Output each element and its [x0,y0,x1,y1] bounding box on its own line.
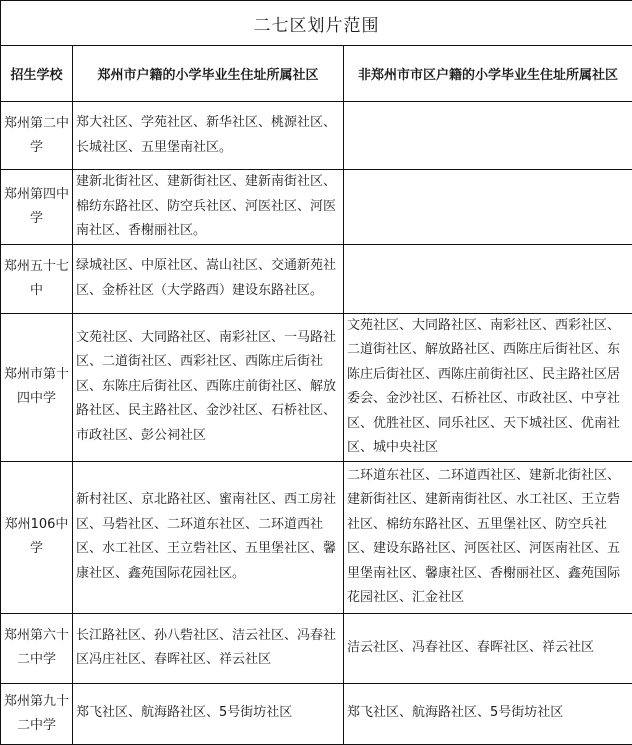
local-hukou-communities: 郑飞社区、航海路社区、5号街坊社区 [73,683,344,744]
local-hukou-communities: 长江路社区、孙八砦社区、洁云社区、冯春社区冯庄社区、春晖社区、祥云社区 [73,613,344,683]
school-name: 郑州第四中学 [1,170,73,245]
nonlocal-hukou-communities: 洁云社区、冯春社区、春晖社区、祥云社区 [344,613,632,683]
title-row [1,1,632,46]
school-name: 郑州第二中学 [1,102,73,170]
table-row [1,461,632,613]
local-hukou-communities: 建新北街社区、建新街社区、建新南街社区、棉纺东路社区、防空兵社区、河医社区、河医南社区、香榭丽社区。 [73,170,344,245]
header-local-hukou: 郑州市户籍的小学毕业生住址所属社区 [73,46,344,102]
table-title: 二七区划片范围 [1,1,632,46]
table-row [1,613,632,683]
table-row [1,683,632,744]
school-name: 郑州市第十四中学 [1,313,73,461]
nonlocal-hukou-communities: 二环道东社区、二环道西社区、建新北街社区、建新街社区、建新南街社区、水工社区、王立砦社区、棉纺东路社区、五里堡社区、防空兵社区、建设东路社区、河医社区、河医南社区、五里堡南社区、馨康社区、香榭丽社区、鑫苑国际花园社区、汇金社区 [344,461,632,613]
table-row [1,313,632,461]
local-hukou-communities: 绿城社区、中原社区、嵩山社区、交通新苑社区、金桥社区（大学路西）建设东路社区。 [73,244,344,313]
nonlocal-hukou-communities [344,170,632,245]
school-name: 郑州第六十二中学 [1,613,73,683]
local-hukou-communities: 新村社区、京北路社区、蜜南社区、西工房社区、马砦社区、二环道东社区、二环道西社区、水工社区、王立砦社区、五里堡社区、馨康社区、鑫苑国际花园社区。 [73,461,344,613]
school-name: 郑州五十七中 [1,244,73,313]
header-nonlocal-hukou: 非郑州市市区户籍的小学毕业生住址所属社区 [344,46,632,102]
nonlocal-hukou-communities: 郑飞社区、航海路社区、5号街坊社区 [344,683,632,744]
nonlocal-hukou-communities [344,244,632,313]
school-name: 郑州106中学 [1,461,73,613]
school-name: 郑州第九十二中学 [1,683,73,744]
header-school: 招生学校 [1,46,73,102]
local-hukou-communities: 文苑社区、大同路社区、南彩社区、一马路社区、二道街社区、西彩社区、西陈庄后街社区、东陈庄后街社区、西陈庄前街社区、解放路社区、民主路社区、金沙社区、石桥社区、市政社区、彭公祠社区 [73,313,344,461]
nonlocal-hukou-communities: 文苑社区、大同路社区、南彩社区、西彩社区、二道街社区、解放路社区、西陈庄后街社区、东陈庄后街社区、西陈庄前街社区、民主路社区居委会、金沙社区、石桥社区、市政社区、中亨社区、优胜社区、同乐社区、天下城社区、优南社区、城中央社区 [344,313,632,461]
table-row [1,170,632,245]
nonlocal-hukou-communities [344,102,632,170]
table-row [1,102,632,170]
table-row [1,244,632,313]
header-row [1,46,632,102]
local-hukou-communities: 郑大社区、学苑社区、新华社区、桃源社区、长城社区、五里堡南社区。 [73,102,344,170]
